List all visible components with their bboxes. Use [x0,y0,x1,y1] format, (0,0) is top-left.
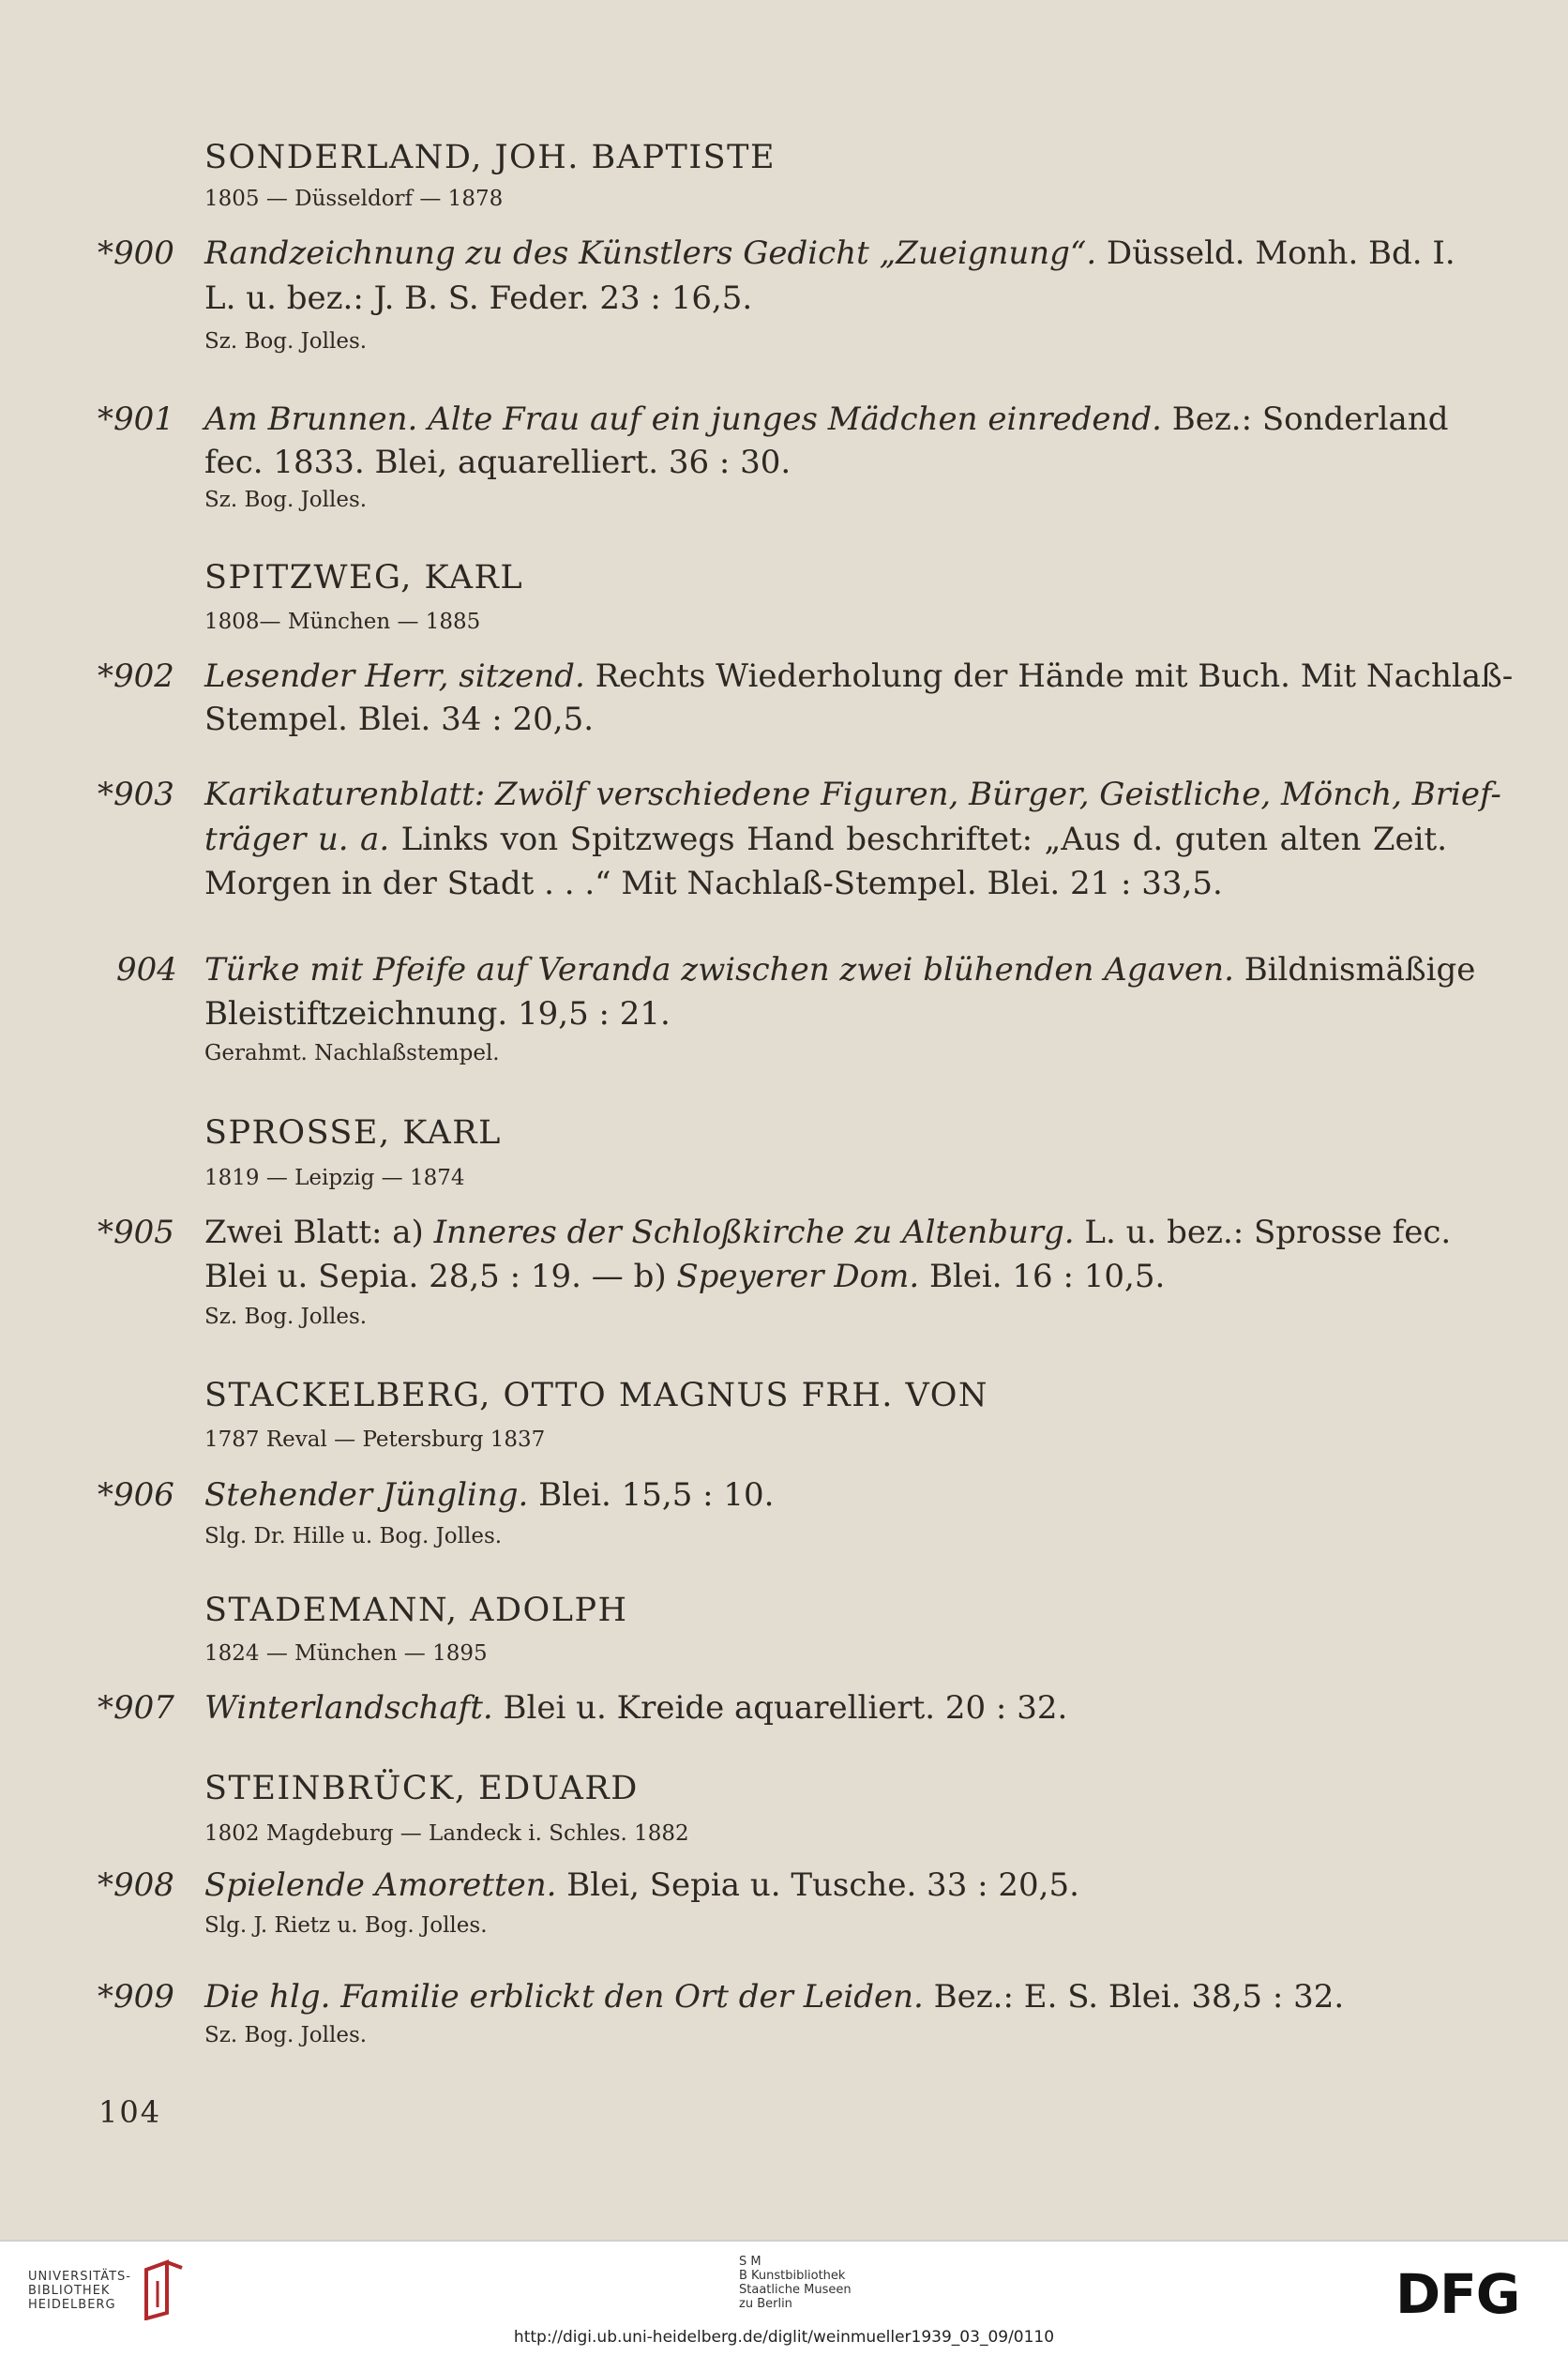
entry-text: Bez.: Sonderland [1161,400,1449,438]
lot-number: 904 [116,951,177,989]
artist-name: SONDERLAND, JOH. BAPTISTE [204,139,776,176]
partner-text-line: zu Berlin [739,2297,792,2311]
entry-title: Am Brunnen. Alte Frau auf ein junges Mädchen einredend. [204,400,1162,438]
logo-text-line: HEIDELBERG [28,2298,116,2312]
entry-title: Türke mit Pfeife auf Veranda zwischen zwei blühenden Agaven. [204,951,1234,989]
entry-line: Morgen in der Stadt . . .“ Mit Nachlaß-Stempel. Blei. 21 : 33,5. [204,865,1223,902]
provenance: Slg. J. Rietz u. Bog. Jolles. [204,1913,488,1938]
entry-line: Bleistiftzeichnung. 19,5 : 21. [204,995,671,1033]
entry-title: Speyerer Dom. [676,1258,920,1295]
entry-line [204,234,1455,272]
entry-line [204,821,1447,858]
entry-title: Lesender Herr, sitzend. [204,657,585,695]
digitization-footer [0,2240,1568,2356]
logo-text-line: UNIVERSITÄTS- [28,2270,131,2284]
entry-text: Bildnismäßige [1233,951,1476,989]
lot-number: *909 [98,1978,174,2016]
entry-title: Winterlandschaft. [204,1689,493,1727]
artist-name: SPROSSE, KARL [204,1114,502,1152]
artist-life-dates: 1824 — München — 1895 [204,1641,488,1666]
artist-life-dates: 1802 Magdeburg — Landeck i. Schles. 1882 [204,1821,689,1846]
permalink-url[interactable]: http://digi.ub.uni-heidelberg.de/diglit/weinmueller1939_03_09/0110 [513,2328,1055,2347]
entry-line [204,1214,1452,1251]
entry-line [204,1689,1067,1727]
entry-text: L. u. bez.: Sprosse fec. [1074,1214,1452,1251]
dfg-logo[interactable]: DFG [1395,2262,1520,2326]
entry-text: Blei u. Kreide aquarelliert. 20 : 32. [492,1689,1068,1727]
artist-name: SPITZWEG, KARL [204,559,524,597]
entry-line [204,776,1501,813]
lot-number: *903 [98,776,174,813]
entry-text: Bez.: E. S. Blei. 38,5 : 32. [923,1978,1345,2016]
entry-text: Blei. 15,5 : 10. [528,1476,775,1514]
partner-text-line: B Kunstbibliothek [739,2269,846,2283]
lot-number: *900 [98,234,174,272]
entry-line [204,1978,1344,2016]
partner-text-line: Staatliche Museen [739,2283,852,2297]
page-number: 104 [98,2094,162,2130]
library-emblem-icon [139,2258,191,2320]
artist-life-dates: 1819 — Leipzig — 1874 [204,1166,465,1190]
lot-number: *901 [98,400,174,438]
lot-number: *908 [98,1866,174,1904]
artist-name: STEINBRÜCK, EDUARD [204,1770,639,1807]
entry-text: Blei, Sepia u. Tusche. 33 : 20,5. [556,1866,1079,1904]
artist-life-dates: 1808— München — 1885 [204,610,481,634]
entry-title: Randzeichnung zu des Künstlers Gedicht „Zueignung“. [204,234,1097,272]
provenance: Sz. Bog. Jolles. [204,329,368,354]
lot-number: *907 [98,1689,174,1727]
entry-line [204,1258,1165,1295]
provenance: Sz. Bog. Jolles. [204,488,368,512]
entry-line: fec. 1833. Blei, aquarelliert. 36 : 30. [204,444,792,481]
provenance: Slg. Dr. Hille u. Bog. Jolles. [204,1524,503,1548]
lot-number: *905 [98,1214,174,1251]
entry-line [204,400,1447,438]
entry-text: Links von Spitzwegs Hand beschriftet: „Aus d. guten alten Zeit. [389,821,1447,858]
entry-text: Blei u. Sepia. 28,5 : 19. — b) [204,1258,677,1295]
logo-text-line: BIBLIOTHEK [28,2284,111,2298]
entry-line: Stempel. Blei. 34 : 20,5. [204,701,595,738]
entry-text: Zwei Blatt: a) [204,1214,434,1251]
entry-title: Spielende Amoretten. [204,1866,557,1904]
partner-text-line: S M [739,2255,761,2269]
artist-life-dates: 1787 Reval — Petersburg 1837 [204,1427,546,1452]
entry-text: Blei. 16 : 10,5. [919,1258,1166,1295]
entry-text: Düsseld. Monh. Bd. I. [1096,234,1455,272]
lot-number: *902 [98,657,174,695]
artist-name: STADEMANN, ADOLPH [204,1592,628,1629]
entry-line [204,951,1476,989]
entry-title: Die hlg. Familie erblickt den Ort der Leiden. [204,1978,924,2016]
entry-title: träger u. a. [204,821,390,858]
entry-line: L. u. bez.: J. B. S. Feder. 23 : 16,5. [204,279,753,317]
provenance: Gerahmt. Nachlaßstempel. [204,1041,500,1065]
entry-line [204,1476,774,1514]
university-library-logo[interactable] [28,2270,131,2312]
partner-logo[interactable] [739,2255,852,2311]
entry-line [204,1866,1079,1904]
lot-number: *906 [98,1476,174,1514]
provenance: Sz. Bog. Jolles. [204,1305,368,1329]
artist-name: STACKELBERG, OTTO MAGNUS FRH. VON [204,1377,989,1414]
entry-text: Rechts Wiederholung der Hände mit Buch. Mit Nachlaß- [584,657,1514,695]
entry-title: Karikaturenblatt: Zwölf verschiedene Figuren, Bürger, Geistliche, Mönch, Brief- [204,776,1501,813]
artist-life-dates: 1805 — Düsseldorf — 1878 [204,187,504,211]
provenance: Sz. Bog. Jolles. [204,2023,368,2047]
entry-title: Stehender Jüngling. [204,1476,529,1514]
entry-line [204,657,1514,695]
entry-title: Inneres der Schloßkirche zu Altenburg. [433,1214,1075,1251]
